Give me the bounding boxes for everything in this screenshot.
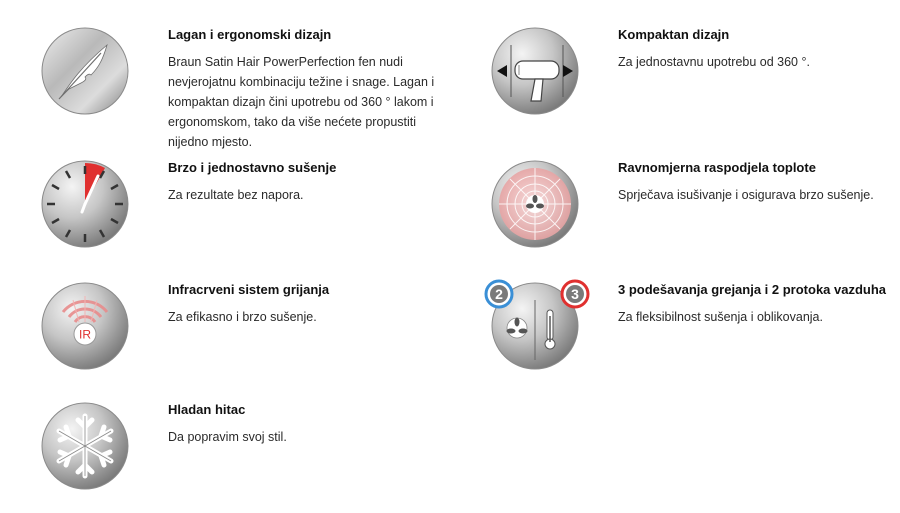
feature-title: Lagan i ergonomski dizajn xyxy=(168,27,332,42)
heat-count: 3 xyxy=(571,286,579,302)
feature-title: Infracrveni sistem grijanja xyxy=(168,282,330,297)
ir-label: IR xyxy=(79,327,91,342)
clock-icon xyxy=(41,160,129,248)
heat-badge xyxy=(562,281,588,307)
heat-distribution-icon xyxy=(491,160,579,248)
feature-description: Za fleksibilnost sušenja i oblikovanja. xyxy=(618,310,823,324)
feature-title: 3 podešavanja grejanja i 2 protoka vazduha xyxy=(618,282,887,297)
hair-dryer-icon xyxy=(491,27,579,115)
feature-title: Hladan hitac xyxy=(168,402,246,417)
airflow-badge xyxy=(486,281,512,307)
feather-icon xyxy=(41,27,129,115)
airflow-count: 2 xyxy=(495,286,503,302)
feature-title: Kompaktan dizajn xyxy=(618,27,730,42)
snowflake-icon xyxy=(41,402,129,490)
feature-description: Braun Satin Hair PowerPerfection fen nudi nevjerojatnu kombinaciju težine i snage. Lagan i kompaktan dizajn čini upotrebu od 360 ° lakom i ergonomskom, tako da više nećete propustiti nijedno mjesto. xyxy=(168,55,435,149)
feature-title: Brzo i jednostavno sušenje xyxy=(168,160,337,175)
feature-description: Da popravim svoj stil. xyxy=(168,430,287,444)
fan-thermometer-icon xyxy=(491,282,579,370)
feature-description: Sprječava isušivanje i osigurava brzo sušenje. xyxy=(618,188,874,202)
feature-description: Za jednostavnu upotrebu od 360 °. xyxy=(618,55,810,69)
feature-description: Za efikasno i brzo sušenje. xyxy=(168,310,317,324)
infrared-icon xyxy=(41,282,129,370)
feature-title: Ravnomjerna raspodjela toplote xyxy=(618,160,816,175)
feature-description: Za rezultate bez napora. xyxy=(168,188,304,202)
